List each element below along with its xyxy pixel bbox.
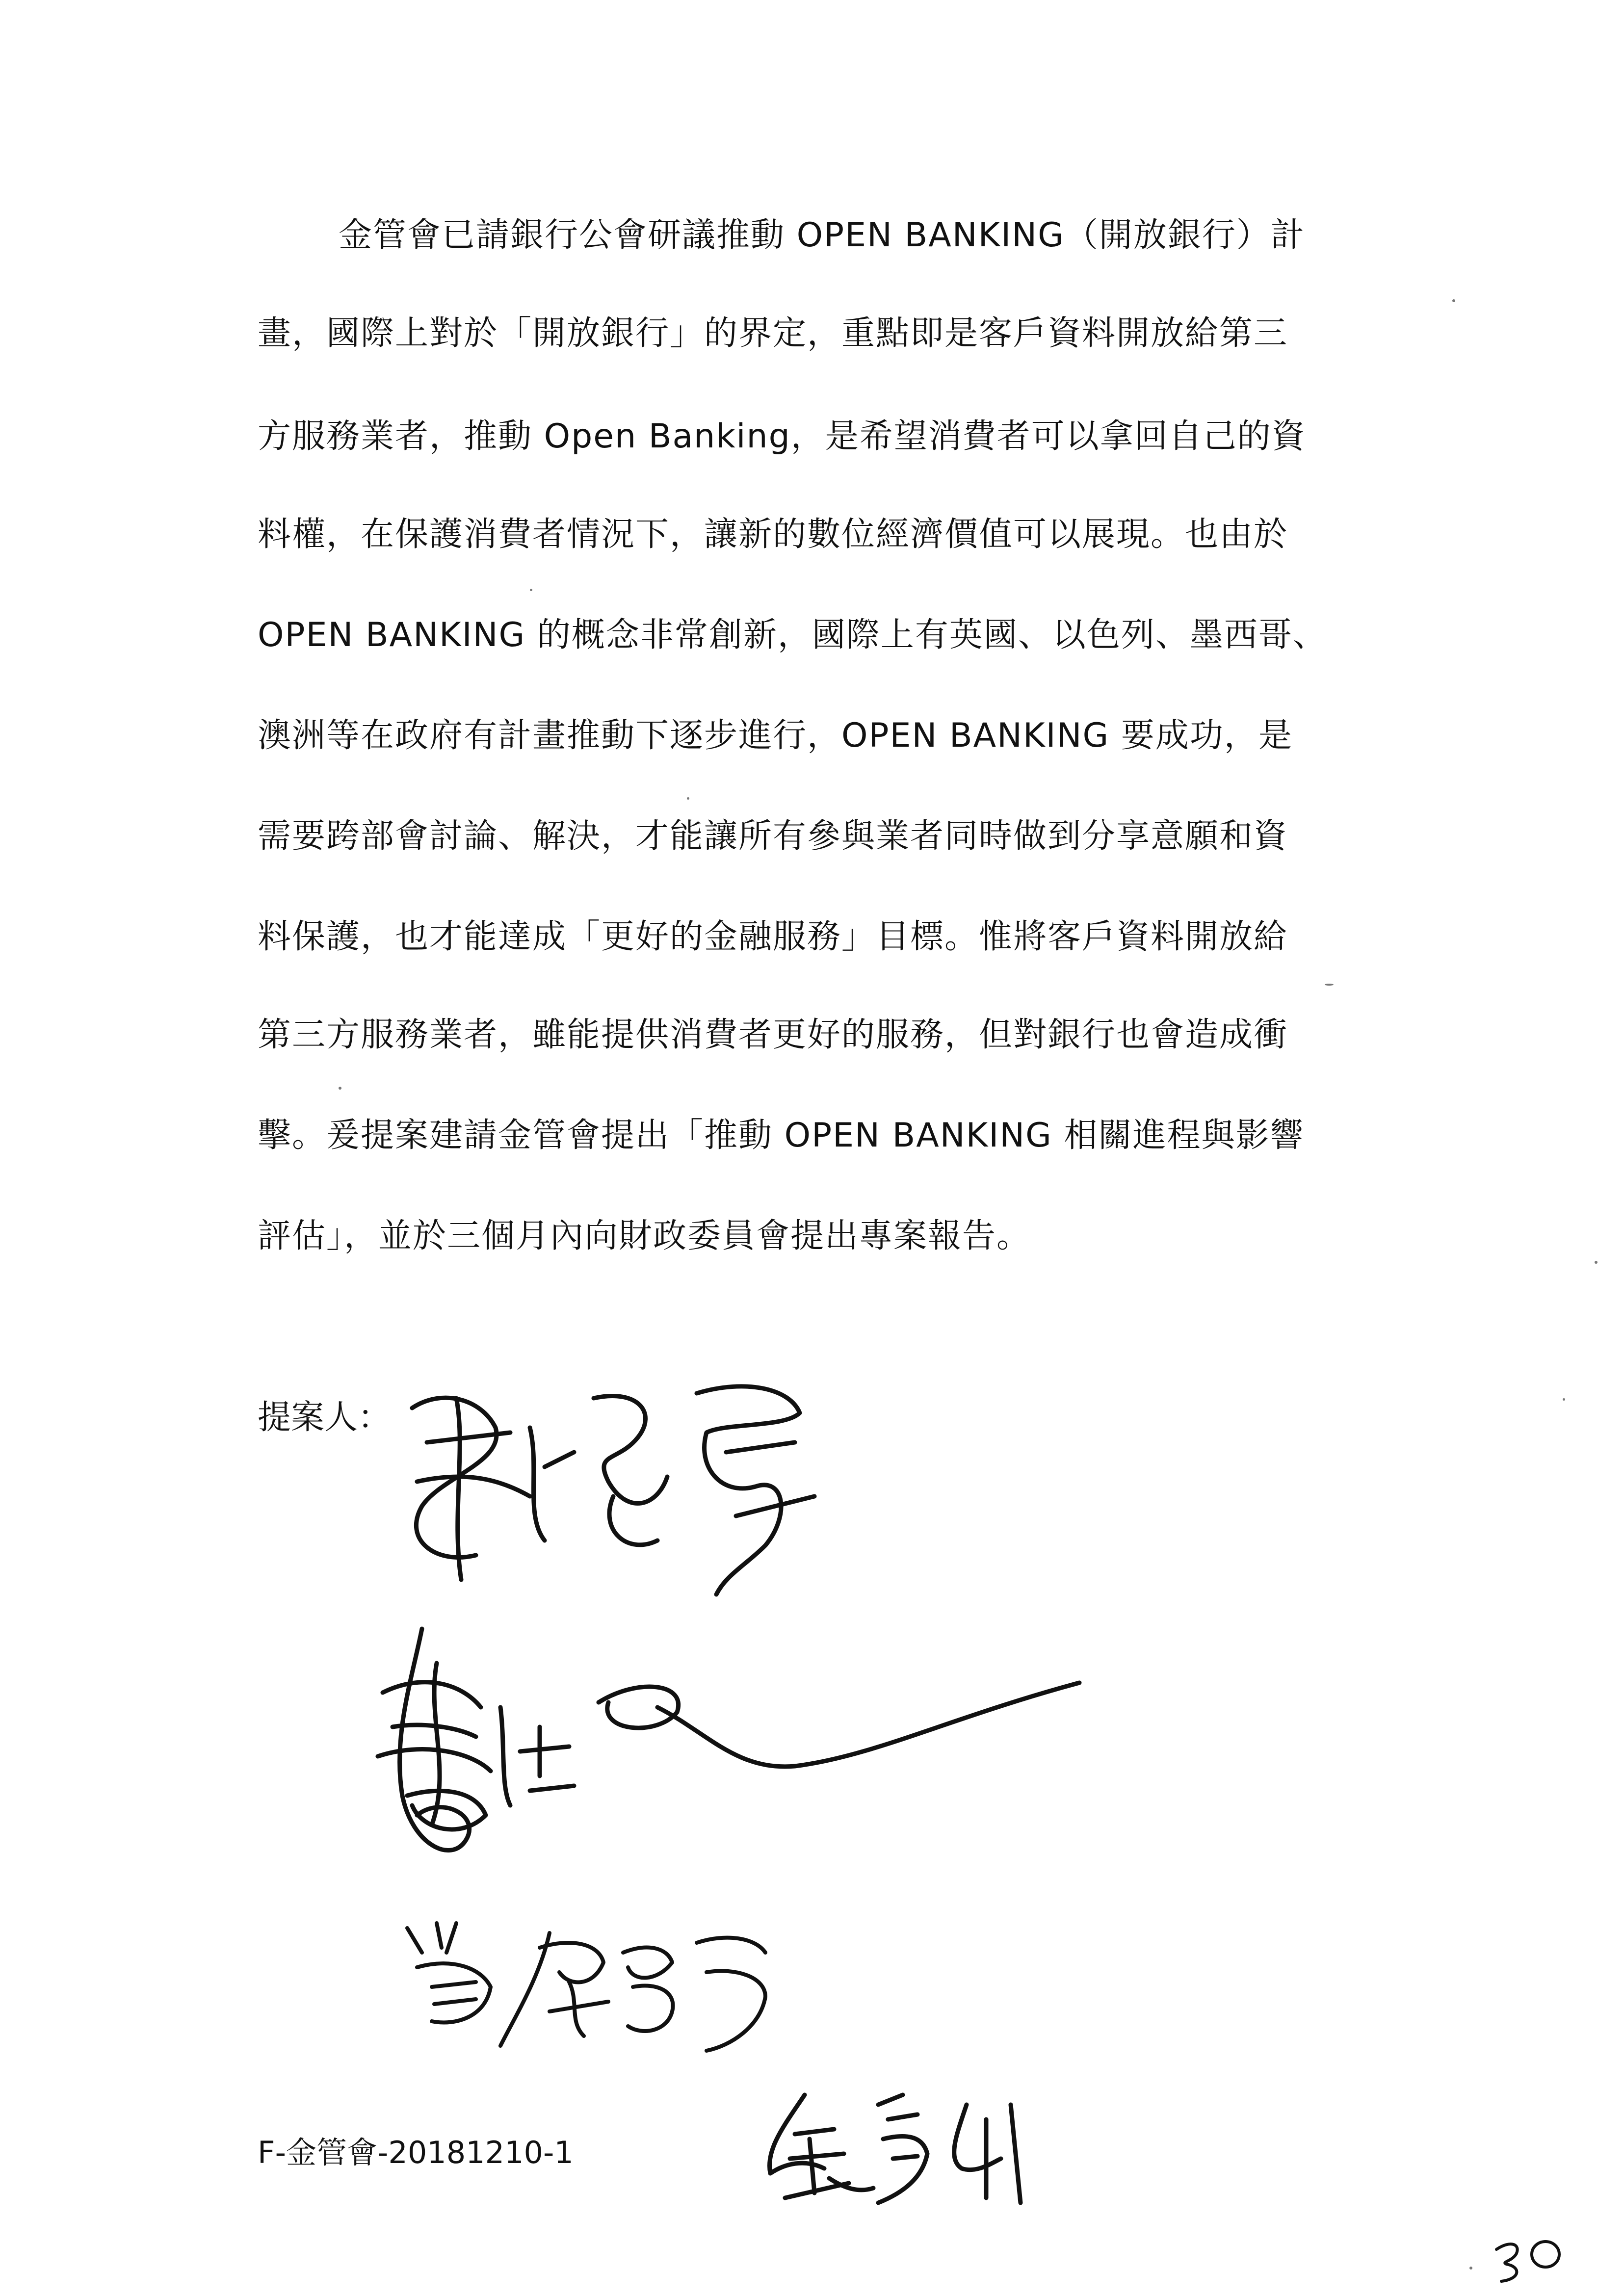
body-line-1: 金管會已請銀行公會研議推動 OPEN BANKING（開放銀行）計 — [339, 216, 1305, 255]
scan-speck — [1595, 1261, 1598, 1264]
body-line-7: 需要跨部會討論、解決，才能讓所有參與業者同時做到分享意願和資 — [258, 817, 1288, 856]
scan-speck — [1563, 1398, 1565, 1401]
scan-speck — [339, 1087, 341, 1090]
body-line-4: 料權，在保護消費者情況下，讓新的數位經濟價值可以展現。也由於 — [258, 515, 1288, 554]
body-line-8: 料保護，也才能達成「更好的金融服務」目標。惟將客戶資料開放給 — [258, 917, 1288, 956]
body-line-5: OPEN BANKING 的概念非常創新，國際上有英國、以色列、墨西哥、 — [258, 616, 1327, 654]
handwritten-signature-1 — [383, 1369, 849, 1599]
scan-speck — [687, 797, 689, 800]
scan-speck — [1325, 984, 1334, 986]
body-line-9: 第三方服務業者，雖能提供消費者更好的服務，但對銀行也會造成衝 — [258, 1016, 1288, 1054]
body-line-10: 擊。爰提案建請金管會提出「推動 OPEN BANKING 相關進程與影響 — [258, 1116, 1305, 1155]
body-line-11: 評估」，並於三個月內向財政委員會提出專案報告。 — [258, 1217, 1031, 1255]
body-line-3: 方服務業者，推動 Open Banking，是希望消費者可以拿回自己的資 — [258, 417, 1306, 456]
handwritten-signature-3 — [393, 1904, 785, 2056]
proposer-label: 提案人： — [258, 1398, 392, 1437]
scan-speck — [1452, 299, 1455, 302]
page-number-mark — [1492, 2235, 1570, 2284]
scan-speck — [530, 589, 532, 591]
handwritten-signature-4 — [756, 2085, 1030, 2218]
body-line-6: 澳洲等在政府有計畫推動下逐步進行，OPEN BANKING 要成功，是 — [258, 716, 1293, 755]
scan-speck — [1469, 2267, 1472, 2270]
document-id: F-金管會-20181210-1 — [258, 2135, 574, 2170]
handwritten-signature-2 — [363, 1609, 1089, 1894]
body-line-2: 畫，國際上對於「開放銀行」的界定，重點即是客戶資料開放給第三 — [258, 314, 1288, 353]
